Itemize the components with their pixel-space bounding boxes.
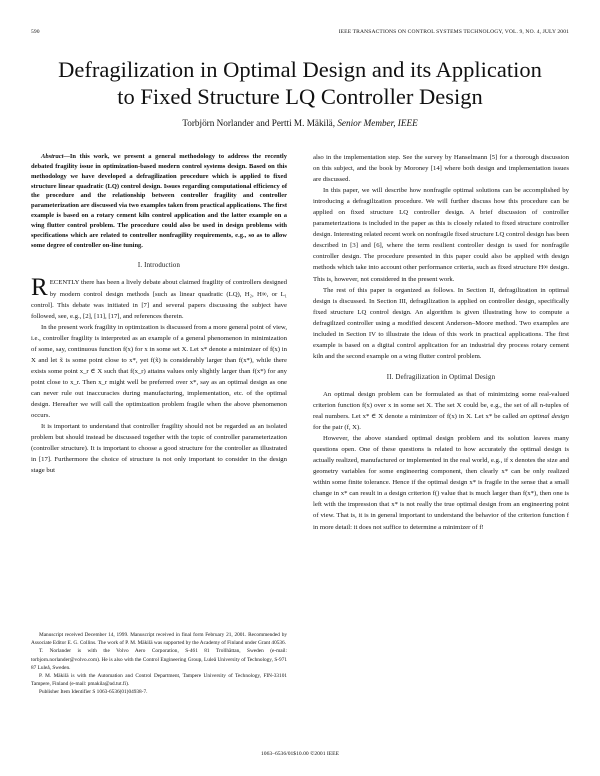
left-column	[31, 152, 287, 476]
page-number: 590	[31, 29, 40, 35]
right-paragraph-1: In this paper, we will describe how nonfragile optimal solutions can be accomplished by introducing a defragilization procedure. We will further discuss how this procedure can be applied on fixed structure LQ controller design. A brief discussion of controller parameterizations is included in the paper as this is closely related to fixed structure controller design. Interesting related recent work on nonfragile fixed structure LQ control design has been described in [3] and [6], where the term resilient controller design is used for nonfragile controller design. The procedure presented in this paper could also be applied with design methods which take into account other performance criteria, such as fixed structure H∞ design. This is, however, not considered in the present work.	[313, 187, 569, 283]
author-names: Torbjörn Norlander and Pertti M. Mäkilä,	[182, 118, 336, 128]
section2-paragraph-1-text-a: An optimal design problem can be formulated as that of minimizing some real-valued criterion function f(x) over x in some set X. The set X could be, e.g., the set of all n-tuples of real numbers. Let x* ∈ X denote a minimizer of f(x) in X. Let x* be called	[313, 390, 569, 421]
right-column	[313, 152, 569, 533]
paper-title	[20, 56, 580, 110]
intro-paragraph-3: It is important to understand that controller fragility should not be regarded as an isolated problem but should instead be discussed together with the topic of controller parameterization (controller structure). It is important to choose a good structure for the controller as illustrated in [17]. Furthermore the choice of structure is not only important to consider in the design stage but	[31, 423, 287, 475]
intro-paragraph-1	[31, 274, 287, 321]
section2-paragraph-2: However, the above standard optimal design problem and its solution leaves many questions open. One of these questions is related to how accurately the optimal design is actually realized, manufactured or implemented in the real world, e.g., if x denotes the size and geometry variables for some engineering component, then clearly x* can be only realized within some finite tolerance. Hence if the optimal design x* is fragile in the sense that a small change in x* can result in a design criterion f() value that is much larger than f(x*), then one is left with the impression that x* is not really the true optimal design from an engineering point of view. That is, it is in general important to understand the behavior of the criterion function f in more detail: it does not suffice to determine a minimizer of f!	[313, 435, 569, 531]
title-line-1: Defragilization in Optimal Design and its Application	[58, 57, 542, 82]
footnote-norlander: T. Norlander is with the Volvo Aero Corporation, S-461 81 Trollhättan, Sweden (e-mail: torbjorn.norlander@volvo.com). He is also with the Control Engineering Group, Luleå University of Technology, S-971 87 Luleå, Sweden.	[31, 648, 287, 671]
section-heading-introduction: I. Introduction	[137, 262, 181, 270]
author-line	[20, 118, 580, 128]
running-header	[31, 29, 569, 39]
section2-paragraph-1	[313, 389, 569, 433]
copyright-footer: 1063–6536/01$10.00 ©2001 IEEE	[260, 751, 340, 757]
right-paragraph-2: The rest of this paper is organized as follows. In Section II, defragilization in optimal design is discussed. In Section III, defragilization is applied on controller design, specifically fixed structure LQ control design. An algorithm is given illustrating how to compute a defragilized controller using a modified descent Anderson–Moore method. Two examples are included in Section IV to illustrate the ideas of this work in practical applications. The first example is based on a digital control application for an industrial dry process rotary cement kiln and the second example on a wing flutter control problem.	[313, 286, 569, 360]
intro-paragraph-1-text: ECENTLY there has been a lively debate about claimed fragility of controllers designed by modern control design methods [such as linear quadratic (LQ), H₂, H∞, or L₁ control]. This debate was initiated in [7] and several papers discussing the subject have followed, see, e.g., [2], [11], [17], and references therein.	[31, 279, 287, 320]
title-line-2: to Fixed Structure LQ Controller Design	[117, 84, 483, 109]
right-paragraph-0: also in the implementation step. See the survey by Hanselmann [5] for a thorough discussion on this subject, and the book by Moroney [14] where both design and implementation issues are discussed.	[313, 154, 569, 184]
footnote-publisher-id: Publisher Item Identifier S 1063-6536(01)04938-7.	[39, 689, 148, 696]
abstract-lead: Abstract—	[41, 153, 70, 160]
journal-name: IEEE TRANSACTIONS ON CONTROL SYSTEMS TECHNOLOGY, VOL. 9, NO. 4, JULY 2001	[338, 29, 569, 35]
abstract-text: In this work, we present a general methodology to address the recently debated fragility issue in optimization-based modern control systems design. Based on this methodology we have developed a defragilization procedure which is applied to fixed structure linear quadratic (LQ) control design. Issues regarding computational efficiency of the procedure and the relationship between controller fragility and controller parameterization are discussed via two examples taken from practical applications. The first example is based on a rotary cement kiln control application and the latter example on a wing flutter control problem. The procedure could also be used in design problems with specifications which are related to controller nonfragility requirements, e.g., so as to allow some degree of controller on-line tuning.	[31, 153, 288, 249]
author-role: Senior Member, IEEE	[337, 118, 418, 128]
abstract	[31, 152, 287, 250]
section2-emphasis: an optimal design	[520, 413, 569, 421]
footnote-received: Manuscript received December 14, 1999. Manuscript received in final form February 21, 2001. Recommended by Associate Editor E. G. Collins. The work of P. M. Mäkilä was supported by the Academy of Finland under Grant 40536.	[31, 632, 287, 647]
footnote-makila: P. M. Mäkilä is with the Automation and Control Department, Tampere University of Technology, FIN-33101 Tampere, Finland (e-mail: pmakila@ad.tut.fi).	[31, 673, 287, 688]
intro-paragraph-2: In the present work fragility in optimization is discussed from a more general point of view, i.e., controller fragility is interpreted as an example of a general phenomenon in minimization of some, say, continuous function f(x) for x in some set X. Let x* denote a minimizer of f(x) in X and let x̃ is some point close to x*, yet f(x̃) is considerably larger than f(x*), while there exists some point x_r ∈ X such that f(x_r) attains values only slightly larger than f(x*) for any point close to x_r. Then x_r might well be preferred over x*, say as an optimal design as one can never rule out inaccuracies during manufacturing, implementation, etc. of the optimal design. Hereafter we will call the optimization problem fragile when the above phenomenon occurs.	[31, 323, 287, 420]
section2-paragraph-1-text-b: for the pair (f, X).	[313, 424, 361, 432]
drop-cap: R	[31, 274, 48, 302]
footnotes	[31, 631, 287, 697]
section-heading-defragilization: II. Defragilization in Optimal Design	[386, 373, 496, 381]
